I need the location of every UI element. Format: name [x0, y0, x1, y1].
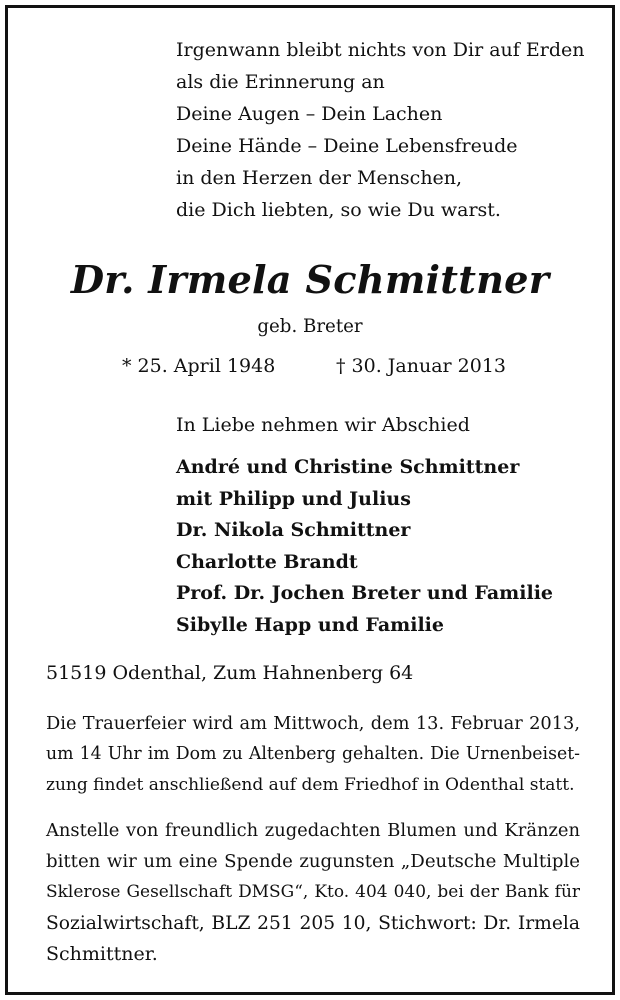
paragraph-line: Anstelle von freundlich zugedachten Blumen und Kränzen [46, 820, 580, 841]
poem-line: als die Erinnerung an [176, 71, 385, 93]
paragraph-line: Sklerose Gesellschaft DMSG“, Kto. 404 040, bei der Bank für [46, 882, 580, 902]
mourner-name: mit Philipp und Julius [176, 487, 411, 510]
ceremony-paragraph [46, 708, 580, 801]
poem-line: Irgenwann bleibt nichts von Dir auf Erden [176, 39, 585, 61]
mourner-name: Prof. Dr. Jochen Breter und Familie [176, 582, 554, 604]
deceased-name: Dr. Irmela Schmittner [70, 258, 550, 303]
paragraph-line: bitten wir um eine Spende zugunsten „Deutsche Multiple [46, 851, 580, 872]
memorial-poem [176, 34, 584, 226]
poem-line: in den Herzen der Menschen, [176, 167, 463, 189]
donation-paragraph [46, 815, 580, 970]
poem-line: Deine Hände – Deine Lebensfreude [176, 135, 518, 157]
mourner-name: Dr. Nikola Schmittner [176, 519, 411, 541]
death-date: † 30. Januar 2013 [336, 355, 507, 377]
birth-name: geb. Breter [257, 316, 363, 337]
mourner-name: Charlotte Brandt [176, 550, 358, 573]
family-address: 51519 Odenthal, Zum Hahnenberg 64 [46, 662, 414, 684]
mourner-name: André und Christine Schmittner [176, 456, 520, 478]
farewell-line: In Liebe nehmen wir Abschied [176, 414, 470, 436]
mourner-name: Sibylle Happ und Familie [176, 613, 444, 636]
paragraph-line: Schmittner. [46, 943, 158, 965]
paragraph-line: Die Trauerfeier wird am Mittwoch, dem 13. Februar 2013, [46, 713, 580, 734]
mourners-list [176, 452, 553, 641]
birth-date: * 25. April 1948 [122, 355, 276, 377]
paragraph-line: um 14 Uhr im Dom zu Altenberg gehalten. Die Urnenbeiset- [46, 744, 580, 764]
poem-line: Deine Augen – Dein Lachen [176, 103, 443, 125]
paragraph-line: Sozialwirtschaft, BLZ 251 205 10, Stichwort: Dr. Irmela [46, 913, 580, 934]
paragraph-line: zung findet anschließend auf dem Friedhof in Odenthal statt. [46, 775, 575, 795]
poem-line: die Dich liebten, so wie Du warst. [176, 199, 501, 221]
